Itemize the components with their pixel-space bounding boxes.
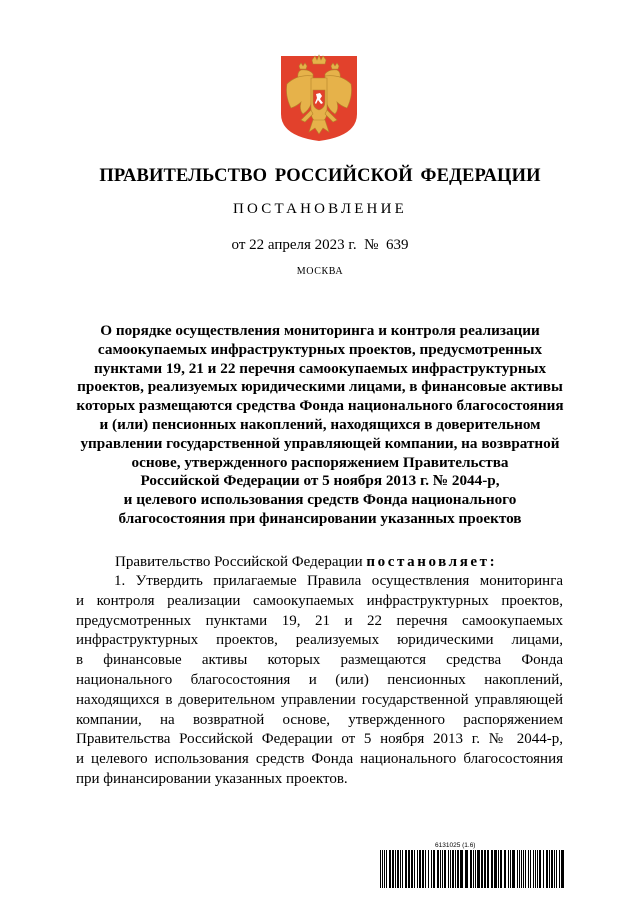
paragraph-line: при финансировании указанных проектов.	[76, 770, 348, 787]
paragraph-1	[76, 572, 563, 790]
russian-coat-of-arms-icon	[279, 54, 359, 142]
paragraph-line: Правительства Российской Федерации от 5 ноября 2013 г. № 2044-р,	[76, 731, 563, 748]
decree-intro-verb: постановляет:	[366, 554, 498, 570]
heading-line: и целевого использования средств Фонда национального	[123, 491, 517, 509]
paragraph-line: и контроля реализации самоокупаемых инфраструктурных проектов,	[76, 592, 563, 609]
document-type: ПОСТАНОВЛЕНИЕ	[233, 201, 407, 217]
heading-line: которых размещаются средства Фонда национального благосостояния	[76, 397, 564, 415]
document-number: 639	[385, 237, 409, 253]
paragraph-line: находящихся в доверительном управлении государственной управляющей	[76, 691, 563, 708]
number-sign: №	[364, 237, 379, 253]
heading-line: самоокупаемых инфраструктурных проектов, предусмотренных	[97, 340, 543, 358]
heading-line: пунктами 19, 21 и 22 перечня самоокупаемых инфраструктурных	[93, 359, 547, 377]
paragraph-line: 1. Утвердить прилагаемые Правила осуществления мониторинга	[114, 573, 563, 589]
heading-line: О порядке осуществления мониторинга и контроля реализации	[100, 322, 540, 339]
paragraph-line: компании, на возвратной основе, утвержденного распоряжением	[76, 711, 563, 728]
decree-intro-subject: Правительство Российской Федерации	[115, 554, 363, 570]
government-name: ПРАВИТЕЛЬСТВО РОССИЙСКОЙ ФЕДЕРАЦИИ	[99, 166, 541, 186]
barcode-number: 6131025 (1.6)	[435, 842, 476, 849]
heading-line: Российской Федерации от 5 ноября 2013 г. № 2044-р,	[140, 472, 500, 490]
paragraph-line: предусмотренных пунктами 19, 21 и 22 перечня самоокупаемых	[76, 612, 563, 629]
heading-line: проектов, реализуемых юридическими лицами, в финансовые активы	[77, 378, 563, 396]
heading-line: благосостояния при финансировании указанных проектов	[118, 509, 522, 527]
paragraph-line: национального благосостояния и (или) пенсионных накоплений,	[76, 671, 563, 688]
barcode-icon	[380, 850, 564, 888]
heading-line: и (или) пенсионных накоплений, находящихся в доверительном	[99, 415, 541, 433]
document-date-line	[0, 237, 640, 254]
paragraph-line: и целевого использования средств Фонда национального благосостояния	[76, 751, 563, 768]
document-heading	[60, 322, 580, 529]
document-city: МОСКВА	[296, 266, 344, 277]
document-date: от 22 апреля 2023 г.	[231, 237, 357, 253]
decree-intro	[115, 554, 497, 571]
heading-line: основе, утвержденного распоряжением Правительства	[131, 453, 509, 471]
paragraph-line: инфраструктурных проектов, реализуемых юридическими лицами,	[76, 632, 563, 649]
paragraph-line: в финансовые активы которых размещаются средства Фонда	[76, 652, 563, 669]
heading-line: управлении государственной управляющей компании, на возвратной	[80, 434, 560, 452]
